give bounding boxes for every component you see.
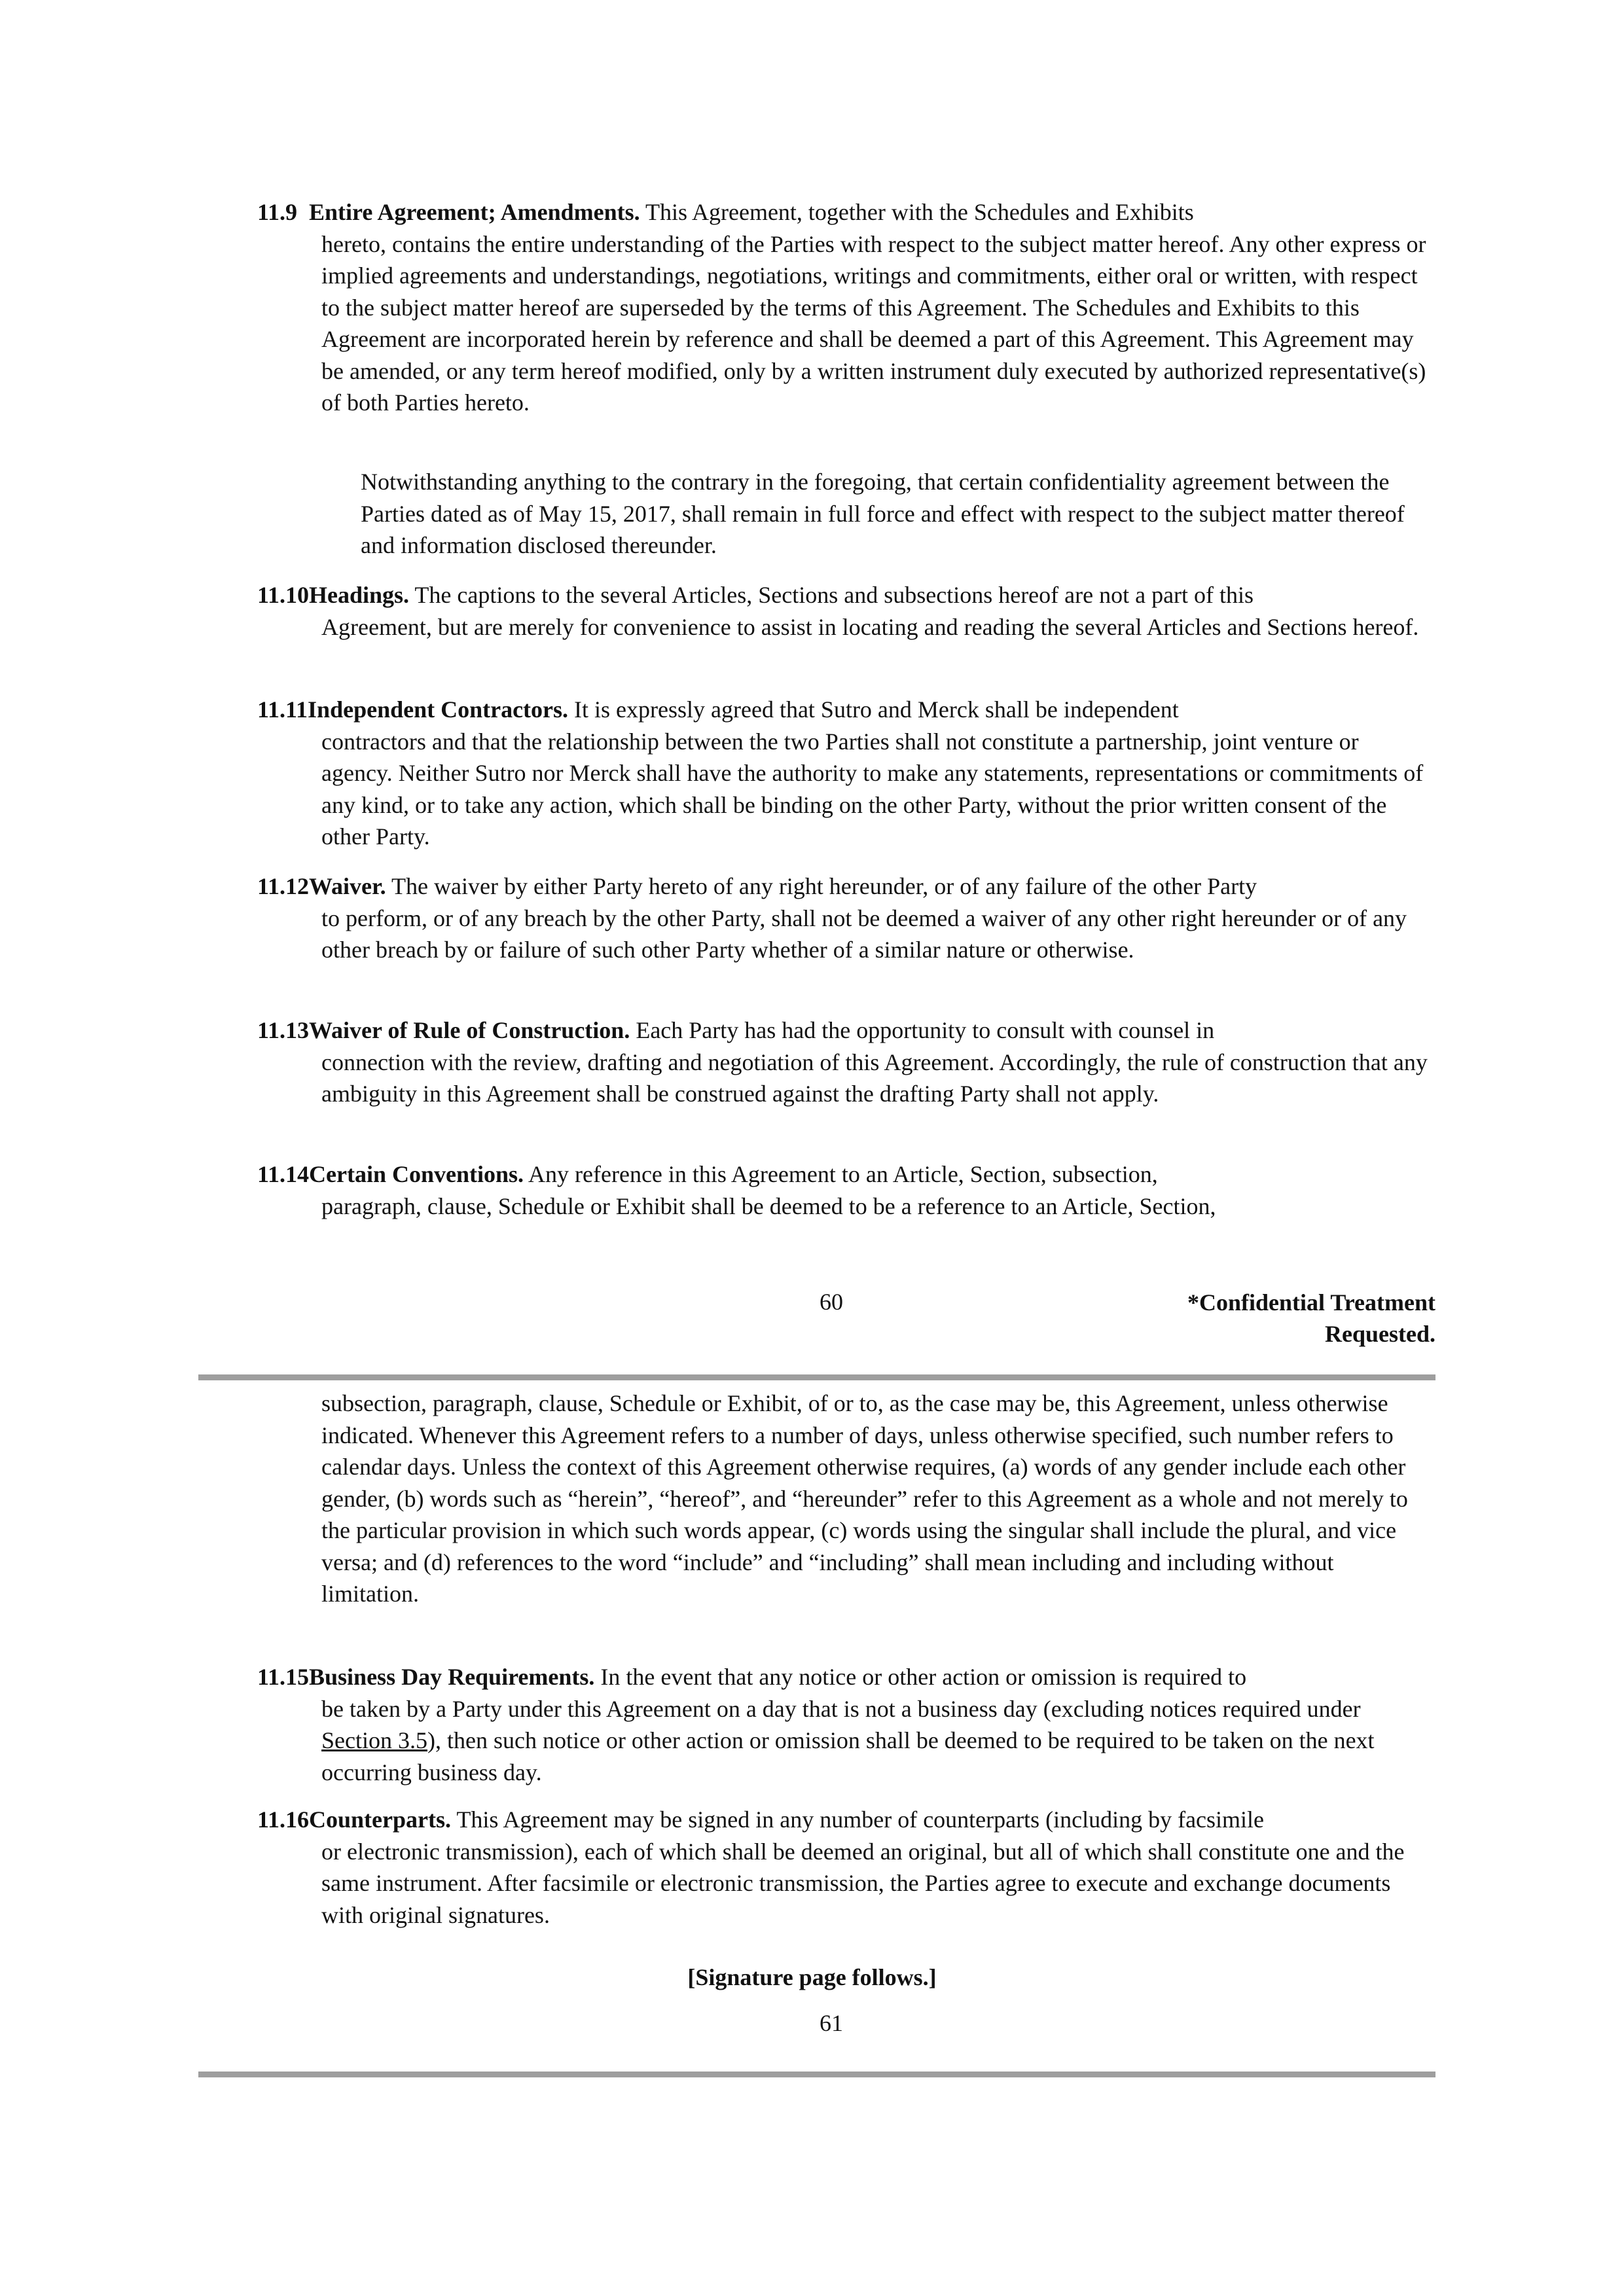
section-11-11 [257, 694, 1435, 853]
section-title: Headings. [309, 582, 410, 608]
section-text: This Agreement, together with the Schedules and Exhibits [645, 199, 1194, 225]
section-title: Counterparts. [309, 1806, 451, 1833]
section-text: The waiver by either Party hereto of any right hereunder, or of any failure of the other Party [391, 873, 1257, 899]
section-11-12 [257, 870, 1435, 966]
section-11-13 [257, 1014, 1435, 1110]
section-11-9-paragraph: Notwithstanding anything to the contrary in the foregoing, that certain confidentiality agreement between the Parties dated as of May 15, 2017, shall remain in full force and effect with respect to the subject matter thereof and information disclosed thereunder. [361, 469, 1405, 558]
section-reference-link[interactable]: Section 3.5 [321, 1727, 427, 1753]
section-text: connection with the review, drafting and negotiation of this Agreement. Accordingly, the rule of construction that any ambiguity in this Agreement shall be construed against the drafting Party shall not apply. [321, 1049, 1428, 1107]
section-text: The captions to the several Articles, Sections and subsections hereof are not a part of this [414, 582, 1254, 608]
section-text: Any reference in this Agreement to an Article, Section, subsection, [528, 1161, 1158, 1187]
section-number: 11.9 [257, 199, 298, 225]
confidential-line: Requested. [1325, 1321, 1435, 1347]
section-text: In the event that any notice or other action or omission is required to [600, 1664, 1247, 1690]
section-number: 11.14 [257, 1161, 310, 1187]
page-divider [198, 1374, 1435, 1380]
page-number: 61 [820, 2010, 843, 2036]
section-11-14 [257, 1158, 1435, 1222]
section-11-15 [257, 1661, 1435, 1788]
section-title: Waiver of Rule of Construction. [309, 1017, 630, 1043]
section-number: 11.11 [257, 696, 308, 723]
confidential-line: *Confidential Treatment [1187, 1289, 1435, 1316]
confidential-notice [1043, 1287, 1435, 1350]
section-number: 11.10 [257, 582, 310, 608]
signature-page-note: [Signature page follows.] [687, 1964, 937, 1990]
section-number: 11.15 [257, 1664, 310, 1690]
section-title: Certain Conventions. [309, 1161, 524, 1187]
section-title: Business Day Requirements. [309, 1664, 595, 1690]
section-text: Agreement, but are merely for convenience to assist in locating and reading the several Articles and Sections hereof. [321, 613, 1419, 640]
section-text: contractors and that the relationship between the two Parties shall not constitute a partnership, joint venture or agency. Neither Sutro nor Merck shall have the authority to make any statements, representations or commitments of any kind, or to take any action, which shall be binding on the other Party, without the prior written consent of the other Party. [321, 728, 1424, 850]
section-title: Entire Agreement; Amendments. [309, 199, 640, 225]
section-text: This Agreement may be signed in any number of counterparts (including by facsimile [456, 1806, 1265, 1833]
section-11-9 [257, 196, 1435, 419]
section-text: be taken by a Party under this Agreement on a day that is not a business day (excluding notices required under [321, 1695, 1361, 1722]
section-text: or electronic transmission), each of which shall be deemed an original, but all of which shall constitute one and the same instrument. After facsimile or electronic transmission, the Parties agree to execute and exchange documents with original signatures. [321, 1838, 1405, 1928]
section-11-10 [257, 579, 1435, 643]
page-divider [198, 2072, 1435, 2077]
section-text: to perform, or of any breach by the other Party, shall not be deemed a waiver of any other right hereunder or of any other breach by or failure of such other Party whether of a similar nature or otherwise. [321, 905, 1407, 963]
page-number: 60 [820, 1289, 843, 1315]
section-text: It is expressly agreed that Sutro and Merck shall be independent [574, 696, 1179, 723]
section-number: 11.12 [257, 873, 310, 899]
section-number: 11.13 [257, 1017, 310, 1043]
section-text: paragraph, clause, Schedule or Exhibit shall be deemed to be a reference to an Article, Section, [321, 1193, 1216, 1219]
section-text: ), then such notice or other action or omission shall be deemed to be required to be taken on the next occurring business day. [321, 1727, 1375, 1785]
section-text: hereto, contains the entire understanding of the Parties with respect to the subject matter hereof. Any other express or implied agreements and understandings, negotiations, writings and commitments, either oral or written, with respect to the subject matter hereof are superseded by the terms of this Agreement. The Schedules and Exhibits to this Agreement are incorporated herein by reference and shall be deemed a part of this Agreement. This Agreement may be amended, or any term hereof modified, only by a written instrument duly executed by authorized representative(s) of both Parties hereto. [321, 230, 1426, 416]
section-11-14-continued: subsection, paragraph, clause, Schedule or Exhibit, of or to, as the case may be, this Agreement, unless otherwise indicated. Whenever this Agreement refers to a number of days, unless otherwise specified, such number refers to calendar days. Unless the context of this Agreement otherwise requires, (a) words of any gender include each other gender, (b) words such as “herein”, “hereof”, and “hereunder” refer to this Agreement as a whole and not merely to the particular provision in which such words appear, (c) words using the singular shall include the plural, and vice versa; and (d) references to the word “include” and “including” shall mean including and including without limitation. [321, 1390, 1408, 1607]
section-number: 11.16 [257, 1806, 310, 1833]
section-title: Waiver. [309, 873, 386, 899]
section-text: Each Party has had the opportunity to consult with counsel in [636, 1017, 1215, 1043]
section-11-16 [257, 1804, 1435, 1931]
section-title: Independent Contractors. [308, 696, 569, 723]
